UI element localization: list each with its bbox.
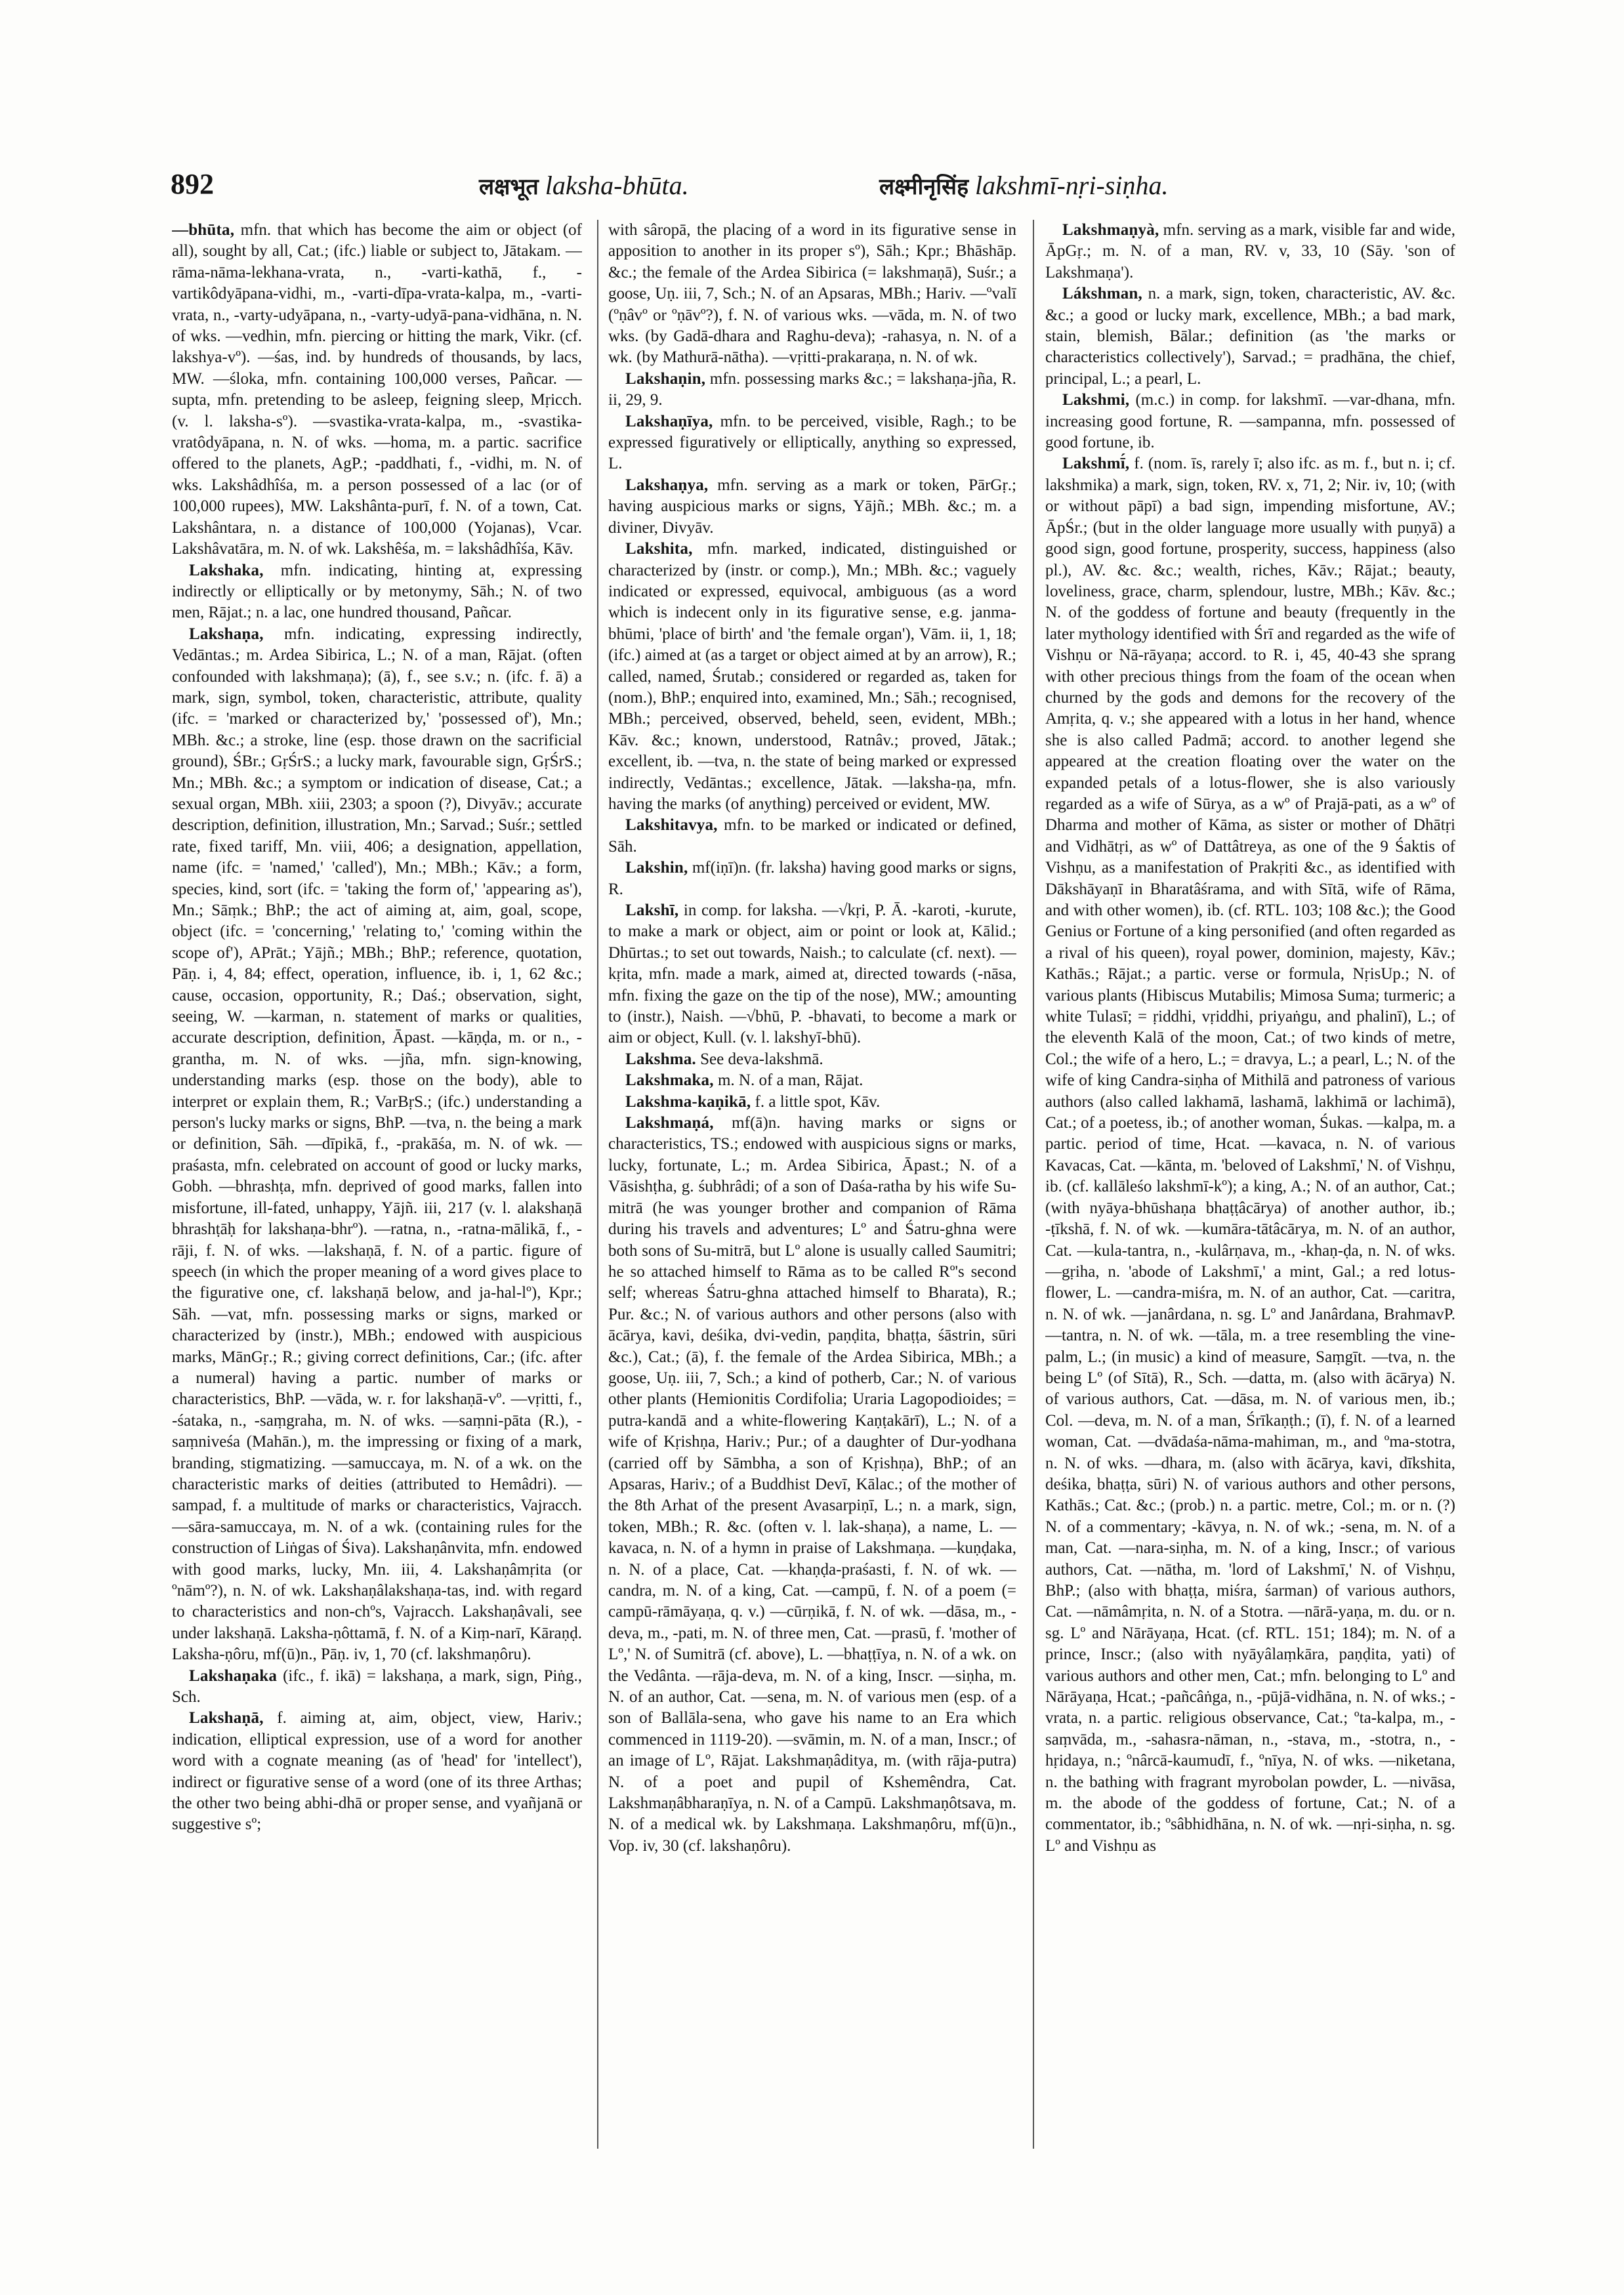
entry-headword: Lakshmaka, [625, 1071, 714, 1090]
entry-headword: Lakshita, [625, 540, 693, 558]
entry-definition: m. N. of a man, Rājat. [713, 1071, 864, 1090]
entry-definition: mfn. to be perceived, visible, Ragh.; to be expressed figuratively or elliptically, anything so expressed, L. [608, 412, 1016, 473]
entry-headword: Lakshaṇaka [189, 1666, 278, 1685]
header-right-devanagari: लक्ष्मीनृसिंह [879, 174, 969, 200]
dictionary-entry [608, 1049, 1016, 1070]
entry-definition: mfn. indicating, hinting at, expressing indirectly or elliptically or by metonymy, Sāh.; N. of two men, Rājat.; n. a lac, one hundred thousand, Pañcar. [172, 561, 582, 622]
entry-headword: Lakshma. [625, 1050, 696, 1068]
page-header [171, 167, 1394, 220]
dictionary-entry [608, 411, 1016, 475]
entry-headword: Lakshmi, [1062, 391, 1130, 409]
column-divider [597, 220, 598, 2149]
dictionary-entry [608, 1113, 1016, 1857]
entry-headword: Lakshaṇin, [625, 369, 706, 388]
entry-definition: n. a mark, sign, token, characteristic, AV. &c. &c.; a good or lucky mark, excellence, MBh.; a bad mark, stain, blemish, Bālar.; definition (as 'the marks or characteristics collectively'), Sarvad.; = pradhāna, the chief, principal, L.; a pearl, L. [1045, 285, 1455, 388]
entry-headword: Lakshin, [625, 859, 688, 877]
dictionary-entry [172, 1666, 582, 1708]
dictionary-entry [172, 1708, 582, 1835]
entry-definition: mfn. indicating, expressing indirectly, Vedāntas.; m. Ardea Sibirica, L.; N. of a man, Rājat. (often confounded with lakshmaṇa); (ā), f., see s.v.; n. (ifc. f. ā) a mark, sign, symbol, token, characteristic, attribute, quality (ifc. = 'marked or characterized by,' 'possessed of'), Mn.; MBh. &c.; a stroke, line (esp. those drawn on the sacrificial ground), ŚBr.; GṛŚrS.; a lucky mark, favourable sign, GṛŚrS.; Mn.; MBh. &c.; a symptom or indication of disease, Cat.; a sexual organ, MBh. xiii, 2303; a spoon (?), Divyāv.; accurate description, definition, illustration, Mn.; Sarvad.; Suśr.; settled rate, fixed tariff, Mn. viii, 406; a designation, appellation, name (ifc. = 'named,' 'called'), Mn.; MBh.; Kāv.; a form, species, kind, sort (ifc. = 'taking the form of,' 'appearing as'), Mn.; Sāṃk.; BhP.; the act of aiming at, aim, goal, scope, object (ifc. = 'concerning,' 'relating to,' 'coming within the scope of'), APrāt.; Yājñ.; MBh.; BhP.; reference, quotation, Pāṇ. i, 4, 84; effect, operation, influence, ib. i, 1, 62 &c.; cause, occasion, opportunity, R.; Daś.; observation, sight, seeing, W. —karman, n. statement of marks or qualities, accurate description, definition, Āpast. —kāṇḍa, m. or n., -grantha, m. N. of wks. —jña, mfn. sign-knowing, understanding marks (esp. those on the body), able to interpret or explain them, R.; VarBṛS.; (ifc.) understanding a person's lucky marks or signs, BhP. —tva, n. the being a mark or definition, Sāh. —dīpikā, f., -prakāśa, m. N. of wk. —praśasta, mfn. celebrated on account of good or lucky marks, Gobh. —bhrashṭa, mfn. deprived of good marks, fallen into misfortune, ill-fated, unhappy, Yājñ. iii, 217 (v. l. alakshaṇā bhrashṭāḥ for lakshaṇa-bhrº). —ratna, n., -ratna-mālikā, f., -rāji, f. N. of wks. —lakshaṇā, f. N. of a partic. figure of speech (in which the proper meaning of a word gives place to the figurative one, cf. lakshaṇā below, and ja-hal-lº), Kpr.; Sāh. —vat, mfn. possessing marks or signs, marked or characterized by (instr.), MBh.; endowed with auspicious marks, MānGṛ.; R.; giving correct definitions, Car.; (ifc. after a numeral) having a partic. number of marks or characteristics, BhP. —vāda, w. r. for lakshaṇā-vº. —vṛitti, f., -śataka, n., -saṃgraha, m. N. of wks. —saṃni-pāta (R.), -saṃniveśa (Mahān.), m. the impressing or fixing of a mark, branding, stigmatizing. —samuccaya, m. N. of a wk. on the characteristic marks of deities (attributed to Hemâdri). —sampad, f. a multitude of marks or characteristics, Vajracch. —sāra-samuccaya, m. N. of a wk. (containing rules for the construction of Liṅgas of Śiva). Lakshaṇânvita, mfn. endowed with good marks, lucky, Mn. iii, 4. Lakshaṇâmṛita (or ºnāmº?), n. N. of wk. Lakshaṇâlakshaṇa-tas, ind. with regard to characteristics and non-chºs, Vajracch. Lakshaṇâvali, see under lakshaṇā. Laksha-ṇôttamā, f. N. of a Kiṃ-narī, Kāraṇḍ. Laksha-ṇôru, mf(ū)n., Pāṇ. iv, 1, 70 (cf. lakshmaṇôru). [172, 625, 582, 1664]
entry-definition: mfn. serving as a mark, visible far and wide, ĀpGṛ.; m. N. of a man, RV. v, 33, 10 (Sāy. 'son of Lakshmaṇa'). [1045, 221, 1455, 281]
entry-definition: mfn. to be marked or indicated or defined, Sāh. [608, 816, 1016, 856]
entry-headword: —bhūta, [172, 221, 235, 239]
entry-headword: Lakshaka, [189, 561, 264, 579]
entry-definition: in comp. for laksha. —√kṛi, P. Ā. -karoti, -kurute, to make a mark or object, aim or point or look at, Kālid.; Dhūrtas.; to set out towards, Naish.; to calculate (cf. next). —kṛita, mfn. made a mark, aimed at, directed towards (-nāsa, mfn. fixing the gaze on the tip of the nose), MW.; amounting to (instr.), Naish. —√bhū, P. -bhavati, to become a mark or aim or object, Kull. (v. l. lakshyī-bhū). [608, 901, 1016, 1047]
entry-definition: mf(iṇī)n. (fr. laksha) having good marks or signs, R. [608, 859, 1016, 898]
entry-headword: Lakshaṇīya, [625, 412, 713, 430]
dictionary-entry [1045, 390, 1455, 453]
header-left-guideword [479, 170, 689, 201]
dictionary-entry [172, 624, 582, 1666]
dictionary-column-3 [1045, 220, 1455, 2149]
entry-definition: f. aiming at, aim, object, view, Hariv.; indication, elliptical expression, use of a word for another word with a cognate meaning (as of 'head' for 'intellect'), indirect or figurative sense of a word (one of its three Arthas; the other two being abhi-dhā or proper sense, and vyañjanā or suggestive sº; [172, 1709, 582, 1834]
entry-definition: (ifc., f. ikā) = lakshaṇa, a mark, sign, Piṅg., Sch. [172, 1666, 582, 1706]
dictionary-entry [608, 369, 1016, 411]
entry-definition: mfn. that which has become the aim or object (of all), sought by all, Cat.; (ifc.) liable or subject to, Jātakam. —rāma-nāma-lekhana-vrata, n., -varti-kathā, f., -vartikôdyāpana-vidhi, m., -varti-dīpa-vrata-kalpa, m., -varti-vrata, n., -varty-udyāpana, n., -varty-udyā-pana-vidhāna, n. N. of wks. —vedhin, mfn. piercing or hitting the mark, Vikr. (cf. lakshya-vº). —śas, ind. by hundreds of thousands, by lacs, MW. —śloka, mfn. containing 100,000 verses, Pañcar. —supta, mfn. pretending to be asleep, feigning sleep, Mṛicch. (v. l. laksha-sº). —svastika-vrata-kalpa, m., -svastika-vratôdyāpana, n. N. of wks. —homa, m. a partic. sacrifice offered to the planets, AgP.; -paddhati, f., -vidhi, m. N. of wks. Lakshâdhîśa, m. a person possessed of a lac (or of 100,000 rupees), MW. Lakshânta-purī, f. N. of a town, Cat. Lakshântara, n. a distance of 100,000 (Yojanas), Vcar. Lakshâvatāra, m. N. of wk. Lakshêśa, m. = lakshâdhîśa, Kāv. [172, 221, 582, 558]
entry-headword: Lákshman, [1062, 285, 1142, 303]
dictionary-entry [608, 858, 1016, 900]
entry-definition: mfn. possessing marks &c.; = lakshaṇa-jña, R. ii, 29, 9. [608, 369, 1016, 409]
entry-headword: Lakshaṇya, [625, 476, 709, 494]
dictionary-entry [172, 220, 582, 560]
entry-headword: Lakshaṇa, [189, 625, 264, 643]
dictionary-entry [608, 1092, 1016, 1113]
entry-headword: Lakshī, [625, 901, 679, 919]
entry-definition: with sâropā, the placing of a word in its figurative sense in apposition to another in its proper sº), Sāh.; Kpr.; Bhāshāp. &c.; the female of the Ardea Sibirica (= lakshmaṇā), Suśr.; a goose, Uṇ. iii, 7, Sch.; N. of an Apsaras, MBh.; Hariv. —ºvalī (ºṇâvº or ºṇāvº?), f. N. of various wks. —vāda, m. N. of two wks. (by Gadā-dhara and Raghu-deva); -rahasya, n. N. of a wk. (by Mathurā-nātha). —vṛitti-prakaraṇa, n. N. of wk. [608, 221, 1016, 367]
dictionary-entry [608, 475, 1016, 539]
entry-headword: Lakshitavya, [625, 816, 718, 835]
dictionary-column-2 [608, 220, 1016, 2149]
entry-headword: Lakshmaṇá, [625, 1114, 714, 1132]
header-right-roman: lakshmī-nṛi-siṇha. [975, 171, 1169, 200]
page-number: 892 [171, 168, 214, 200]
dictionary-entry [1045, 283, 1455, 390]
header-left-roman: laksha-bhūta. [545, 171, 689, 200]
dictionary-entry [608, 900, 1016, 1049]
dictionary-entry [172, 560, 582, 624]
dictionary-entry [1045, 220, 1455, 283]
entry-definition: See deva-lakshmā. [696, 1050, 823, 1068]
dictionary-column-1 [172, 220, 582, 2149]
entry-definition: f. (nom. īs, rarely ī; also ifc. as m. f., but n. i; cf. lakshmika) a mark, sign, token, RV. x, 71, 2; Nir. iv, 10; (with or without pāpī) a bad sign, impending misfortune, AV.; ĀpŚr.; (but in the older language more usually with puṇyā) a good sign, good fortune, prosperity, success, happiness (also pl.), AV. &c. &c.; wealth, riches, Kāv.; Rājat.; beauty, loveliness, grace, charm, splendour, lustre, MBh.; Kāv. &c.; N. of the goddess of fortune and beauty (frequently in the later mythology identified with Śrī and regarded as the wife of Vishṇu or Nā-rāyaṇa; accord. to R. i, 45, 40-43 she sprang with other precious things from the foam of the ocean when churned by the gods and demons for the recovery of the Amṛita, q. v.; she appeared with a lotus in her hand, whence she is also called Padmā; accord. to another legend she appeared at the creation floating over the water on the expanded petals of a lotus-flower, she is also variously regarded as a wife of Sūrya, as a wº of Prajā-pati, as a wº of Dharma and mother of Kāma, as sister or mother of Dhātṛi and Vidhātṛi, as wº of Dattâtreya, as one of the 9 Śaktis of Vishṇu, as a manifestation of Prakṛiti &c., as identified with Dākshāyaṇī in Bharatâśrama, and with Sītā, wife of Rāma, and with other women), ib. (cf. RTL. 103; 108 &c.); the Good Genius or Fortune of a king personified (and often regarded as a rival of his queen), royal power, dominion, majesty, Kāv.; Kathās.; Rājat.; a partic. verse or formula, NṛisUp.; N. of various plants (Hibiscus Mutabilis; Mimosa Suma; turmeric; a white Tulasī; = ṛiddhi, vṛiddhi, priyaṅgu, and phalinī), L.; of the eleventh Kalā of the moon, Cat.; of two kinds of metre, Col.; the wife of a hero, L.; = dravya, L.; a pearl, L.; N. of the wife of king Candra-siṇha of Mithilā and patroness of various authors (also called lakhamā, lashamā, lakhimā or lachimā), Cat.; of a poetess, ib.; of another woman, Śukas. —kalpa, m. a partic. period of time, Hcat. —kavaca, n. N. of various Kavacas, Cat. —kānta, m. 'beloved of Lakshmī,' N. of Vishṇu, ib. (cf. kallāleśo lakshmī-kº); a king, A.; N. of an author, Cat.; (with nyāya-bhūshaṇa bhaṭṭâcārya) of another author, ib.; -ṭīkshā, f. N. of wk. —kumāra-tātâcārya, m. N. of an author, Cat. —kula-tantra, n., -kulârṇava, m., -khaṇ-ḍa, n. N. of wks. —gṛiha, n. 'abode of Lakshmī,' a mint, Gal.; a red lotus-flower, L. —candra-miśra, m. N. of an author, Cat. —caritra, n. N. of wk. —janârdana, n. sg. Lº and Janârdana, BrahmavP. —tantra, n. N. of wk. —tāla, m. a tree resembling the vine-palm, L.; (in music) a kind of measure, Saṃgīt. —tva, n. the being Lº (of Sītā), R., Sch. —datta, m. (also with ācārya) N. of various authors, Cat. —dāsa, m. N. of various men, ib.; Col. —deva, m. N. of a man, Śrīkaṇṭh.; (ī), f. N. of a learned woman, Cat. —dvādaśa-nāma-mahiman, m., and ºma-stotra, n. N. of wks. —dhara, m. (also with ācārya, kavi, dīkshita, deśika, bhaṭṭa, sūri) N. of various authors and other persons, Kathās.; Cat. &c.; (prob.) n. a partic. metre, Col.; m. or n. (?) N. of a commentary; -kāvya, n. N. of wk.; -sena, m. N. of a man, Cat. —nara-siṇha, m. N. of a king, Inscr.; of various authors, Cat. —nātha, m. 'lord of Lakshmī,' N. of Vishṇu, BhP.; (also with bhaṭṭa, miśra, śarman) of various authors, Cat. —nāmâmṛita, n. N. of a Stotra. —nārā-yaṇa, m. du. or n. sg. Lº and Nārāyaṇa, Hcat. (cf. RTL. 151; 184); m. N. of a prince, Inscr.; (also with nyāyâlaṃkāra, paṇḍita, yati) of various authors and other men, Cat.; mfn. belonging to Lº and Nārāyaṇa, Hcat.; -pañcâṅga, n., -pūjā-vidhāna, n. N. of wks.; -vrata, n. a partic. religious observance, Cat.; ºta-kalpa, m., -saṃvāda, m., -sahasra-nāman, n., -stava, m., -stotra, n., -hṛidaya, n.; ºnârcā-kaumudī, f., ºnīya, N. of wks. —niketana, n. the bathing with fragrant myrobolan powder, L. —nivāsa, m. the abode of the goddess of fortune, Cat.; N. of a commentator, ib.; ºsâbhidhāna, n. N. of wk. —nṛi-siṇha, n. sg. Lº and Vishṇu as [1045, 455, 1455, 1855]
entry-definition: mfn. marked, indicated, distinguished or characterized by (instr. or comp.), Mn.; MBh. &c.; vaguely indicated or expressed, equivocal, ambiguous (as a word which is indecent only in its figurative sense, e.g. janma-bhūmi, 'place of birth' and 'the female organ'), Vām. ii, 1, 18; (ifc.) aimed at (as a target or object aimed at by an arrow), R.; called, named, Śrutab.; considered or regarded as, taken for (nom.), BhP.; enquired into, examined, Mn.; Sāh.; recognised, MBh.; perceived, observed, beheld, seen, evident, MBh.; Kāv. &c.; known, understood, Ratnâv.; proved, Jātak.; excellent, ib. —tva, n. the state of being marked or expressed indirectly, Vedāntas.; excellence, Jātak. —laksha-ṇa, mfn. having the marks (of anything) perceived or evident, MW. [608, 540, 1016, 813]
dictionary-entry [608, 815, 1016, 858]
entry-headword: Lakshaṇā, [189, 1709, 264, 1727]
entry-definition: mf(ā)n. having marks or signs or characteristics, TS.; endowed with auspicious signs or marks, lucky, fortunate, L.; m. Ardea Sibirica, Āpast.; N. of a Vāsishṭha, g. śubhrâdi; of a son of Daśa-ratha by his wife Su-mitrā (he was younger brother and companion of Rāma during his travels and adventures; Lº and Śatru-ghna were both sons of Su-mitrā, but Lº alone is usually called Saumitri; he so attached himself to Rāma as to be called Rº's second self; whereas Śatru-ghna attached himself to Bharata), R.; Pur. &c.; N. of various authors and other persons (also with ācārya, kavi, deśika, dvi-vedin, paṇḍita, bhaṭṭa, śāstrin, sūri &c.), Cat.; (ā), f. the female of the Ardea Sibirica, MBh.; a goose, Uṇ. iii, 7, Sch.; a kind of potherb, Car.; N. of various other plants (Hemionitis Cordifolia; Uraria Lagopodioides; = putra-kandā and a white-flowering Kaṇṭakārī), L.; N. of a wife of Kṛishṇa, Hariv.; Pur.; of a daughter of Dur-yodhana (carried off by Sāmbha, a son of Kṛishṇa), BhP.; of an Apsaras, Hariv.; of a Buddhist Devī, Kālac.; of the mother of the 8th Arhat of the present Avasarpiṇī, L.; n. a mark, sign, token, MBh.; R. &c. (often v. l. lak-shaṇa), a name, L. —kavaca, n. N. of a hymn in praise of Lakshmaṇa. —kuṇḍaka, n. N. of a place, Cat. —khaṇḍa-praśasti, f. N. of wk. —candra, m. N. of a king, Cat. —campū, f. N. of a poem (= campū-rāmāyaṇa, q. v.) —cūrṇikā, f. N. of wk. —dāsa, m., -deva, m., -pati, m. N. of three men, Cat. —prasū, f. 'mother of Lº,' N. of Sumitrā (cf. above), L. —bhaṭṭīya, n. N. of a wk. on the Vedânta. —rāja-deva, m. N. of a king, Inscr. —siṇha, m. N. of an author, Cat. —sena, m. N. of various men (esp. of a son of Ballāla-sena, who gave his name to an Era which commenced in 1119-20). —svāmin, m. N. of a man, Inscr.; of an image of Lº, Rājat. Lakshmaṇâditya, m. (with rāja-putra) N. of a poet and pupil of Kshemêndra, Cat. Lakshmaṇâbharaṇīya, n. N. of a Campū. Lakshmaṇôtsava, m. N. of a medical wk. by Lakshmaṇa. Lakshmaṇôru, mf(ū)n., Vop. iv, 30 (cf. lakshaṇôru). [608, 1114, 1016, 1855]
header-right-guideword [879, 170, 1168, 201]
entry-headword: Lakshmī́, [1062, 455, 1130, 473]
entry-definition: (m.c.) in comp. for lakshmī. —var-dhana, mfn. increasing good fortune, R. —sampanna, mfn. possessed of good fortune, ib. [1045, 391, 1455, 452]
dictionary-entry [608, 539, 1016, 815]
column-divider [1033, 220, 1034, 2149]
header-left-devanagari: लक्षभूत [479, 174, 539, 200]
entry-headword: Lakshmaṇyà, [1062, 221, 1159, 239]
entry-definition: mfn. serving as a mark or token, PārGṛ.; having auspicious marks or signs, Yājñ.; MBh. &c.; m. a diviner, Divyāv. [608, 476, 1016, 537]
dictionary-entry [608, 220, 1016, 369]
entry-headword: Lakshma-kaṇikā, [625, 1092, 751, 1111]
dictionary-entry [608, 1070, 1016, 1091]
entry-definition: f. a little spot, Kāv. [751, 1092, 881, 1111]
dictionary-entry [1045, 453, 1455, 1857]
